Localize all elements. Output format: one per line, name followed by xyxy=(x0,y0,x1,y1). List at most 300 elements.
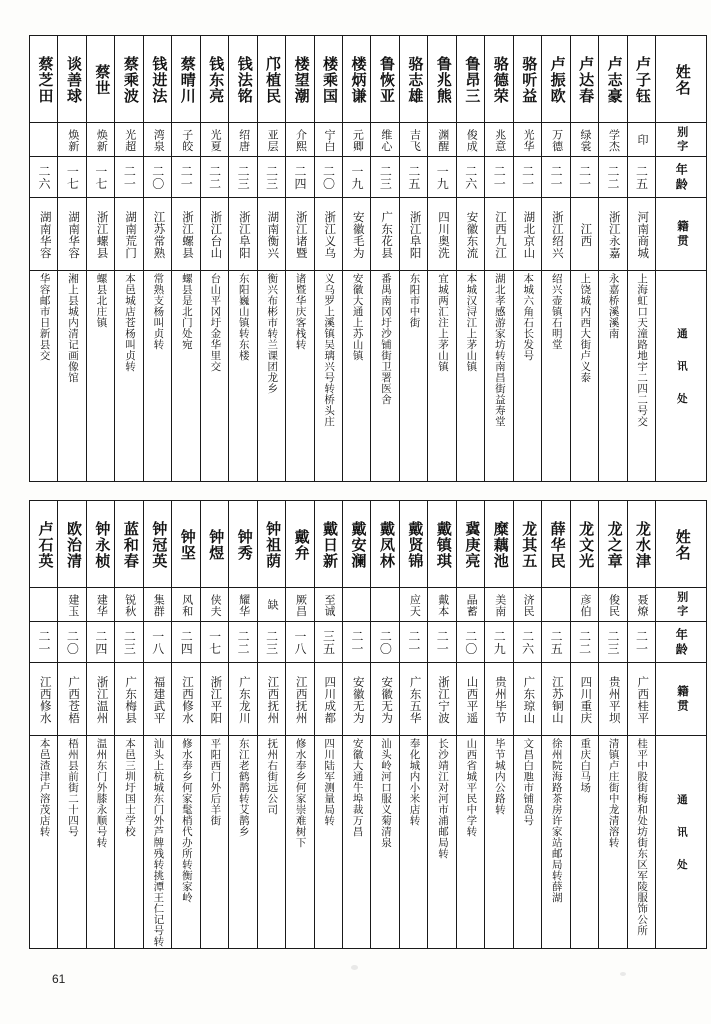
list-item xyxy=(115,736,143,949)
list-item xyxy=(30,736,58,949)
list-item xyxy=(143,36,171,123)
cell-value-origin: 湖南衡兴 xyxy=(266,210,279,259)
cell-value-alias: 兆意 xyxy=(493,128,506,152)
list-item xyxy=(399,271,427,482)
cell-value-name: 卢石英 xyxy=(36,520,53,569)
cell-value-name: 糜藕池 xyxy=(491,520,508,569)
cell-value-address: 上饶城内西大街卢义泰 xyxy=(579,273,591,383)
register-table-lower xyxy=(29,500,707,949)
cell-value-age: 二四 xyxy=(93,630,108,655)
cell-value-age: 二一 xyxy=(122,165,137,190)
list-item xyxy=(485,622,513,663)
list-item xyxy=(342,736,370,949)
list-item xyxy=(570,622,598,663)
list-item xyxy=(115,157,143,198)
column-header-name xyxy=(655,36,706,123)
column-header-label: 年龄 xyxy=(674,162,689,193)
cell-value-alias: 缺 xyxy=(266,599,279,611)
list-item xyxy=(371,123,399,157)
table-row xyxy=(30,36,707,123)
cell-value-age: 二一 xyxy=(634,630,649,655)
cell-value-alias: 至诚 xyxy=(322,593,335,617)
list-item xyxy=(428,501,456,588)
list-item xyxy=(428,36,456,123)
cell-value-alias: 焕新 xyxy=(95,128,108,152)
cell-value-address: 修水奉乡何家髦梢代办所转衡家岭 xyxy=(180,738,192,903)
list-item xyxy=(485,588,513,622)
list-item xyxy=(513,36,541,123)
cell-value-alias: 万德 xyxy=(550,128,563,152)
list-item xyxy=(456,588,484,622)
list-item xyxy=(428,271,456,482)
list-item xyxy=(485,663,513,736)
list-item xyxy=(428,157,456,198)
list-item xyxy=(570,736,598,949)
cell-value-age: 一七 xyxy=(93,165,108,190)
list-item xyxy=(115,271,143,482)
list-item xyxy=(428,736,456,949)
list-item xyxy=(115,588,143,622)
list-item xyxy=(86,271,114,482)
list-item xyxy=(200,736,228,949)
cell-value-name: 鲁恢亚 xyxy=(377,55,394,104)
list-item xyxy=(342,663,370,736)
list-item xyxy=(257,198,285,271)
list-item xyxy=(257,622,285,663)
list-item xyxy=(257,663,285,736)
list-item xyxy=(200,663,228,736)
list-item xyxy=(428,198,456,271)
column-header-origin xyxy=(655,663,706,736)
cell-value-origin: 湖南华容 xyxy=(38,210,51,259)
list-item xyxy=(485,198,513,271)
list-item xyxy=(229,271,257,482)
cell-value-origin: 广东梅县 xyxy=(124,675,137,724)
list-item xyxy=(428,663,456,736)
list-item xyxy=(456,198,484,271)
cell-value-name: 鲁兆熊 xyxy=(434,55,451,104)
list-item xyxy=(542,157,570,198)
list-item xyxy=(30,123,58,157)
cell-value-origin: 福建武平 xyxy=(152,675,165,724)
list-item xyxy=(200,157,228,198)
cell-value-alias: 学杰 xyxy=(607,128,620,152)
list-item xyxy=(428,622,456,663)
cell-value-address: 本邑渣津卢溶茂店转 xyxy=(38,738,50,837)
cell-value-address: 上海虹口天潼路地宇二四二号交 xyxy=(636,273,648,427)
cell-value-age: 二一 xyxy=(549,165,564,190)
list-item xyxy=(542,663,570,736)
list-item xyxy=(570,123,598,157)
list-item xyxy=(86,36,114,123)
list-item xyxy=(371,36,399,123)
cell-value-address: 东江老鹤鹊转艾鹊乡 xyxy=(237,738,249,837)
list-item xyxy=(286,271,314,482)
cell-value-age: 二六 xyxy=(520,630,535,655)
cell-value-age: 二五 xyxy=(406,165,421,190)
list-item xyxy=(257,588,285,622)
list-item xyxy=(513,501,541,588)
list-item xyxy=(229,198,257,271)
list-item xyxy=(456,736,484,949)
cell-value-origin: 江苏常熟 xyxy=(152,210,165,259)
list-item xyxy=(542,501,570,588)
list-item xyxy=(257,271,285,482)
list-item xyxy=(570,36,598,123)
list-item xyxy=(570,271,598,482)
cell-value-origin: 浙江螺县 xyxy=(95,210,108,259)
cell-value-address: 诸暨华庆客栈转 xyxy=(294,273,306,350)
list-item xyxy=(86,157,114,198)
cell-value-address: 平阳西门外后羊街 xyxy=(209,738,221,826)
cell-value-age: 二九 xyxy=(492,630,507,655)
list-item xyxy=(172,123,200,157)
cell-value-age: 一八 xyxy=(150,630,165,655)
list-item xyxy=(314,736,342,949)
cell-value-age: 二四 xyxy=(179,630,194,655)
list-item xyxy=(172,622,200,663)
cell-value-alias: 宁白 xyxy=(322,128,335,152)
cell-value-age: 二二 xyxy=(207,165,222,190)
list-item xyxy=(542,736,570,949)
cell-value-alias: 济民 xyxy=(522,593,535,617)
cell-value-origin: 贵州平坝 xyxy=(607,675,620,724)
cell-value-address: 螺县是北门处宛 xyxy=(180,273,192,350)
column-header-label: 籍贯 xyxy=(675,685,688,714)
page-number: 61 xyxy=(52,972,66,986)
list-item xyxy=(399,588,427,622)
cell-value-origin: 广西桂平 xyxy=(636,675,649,724)
cell-value-name: 卢振欧 xyxy=(548,55,565,104)
list-item xyxy=(200,36,228,123)
list-item xyxy=(542,588,570,622)
list-item xyxy=(172,501,200,588)
list-item xyxy=(399,198,427,271)
list-item xyxy=(58,198,86,271)
list-item xyxy=(314,588,342,622)
column-header-label: 别字 xyxy=(675,591,688,619)
table-row xyxy=(30,501,707,588)
cell-value-alias: 聂燎 xyxy=(635,593,648,617)
list-item xyxy=(599,271,627,482)
list-item xyxy=(627,622,655,663)
list-item xyxy=(58,271,86,482)
list-item xyxy=(513,736,541,949)
cell-value-name: 蔡芝田 xyxy=(36,55,53,104)
list-item xyxy=(342,157,370,198)
list-item xyxy=(599,501,627,588)
cell-value-address: 汕头上杭城东门外芦牌残转挑潭王仁记号转 xyxy=(152,738,164,947)
list-item xyxy=(58,36,86,123)
cell-value-age: 二三 xyxy=(236,165,251,190)
list-item xyxy=(286,622,314,663)
list-item xyxy=(399,622,427,663)
column-header-label: 别字 xyxy=(675,126,688,154)
list-item xyxy=(371,271,399,482)
list-item xyxy=(485,36,513,123)
list-item xyxy=(485,736,513,949)
cell-value-alias: 绿裳 xyxy=(579,128,592,152)
list-item xyxy=(200,622,228,663)
cell-value-address: 本城六角石长发号 xyxy=(522,273,534,361)
list-item xyxy=(115,501,143,588)
cell-value-age: 二〇 xyxy=(378,630,393,655)
list-item xyxy=(86,622,114,663)
cell-value-name: 钱东亮 xyxy=(207,55,224,104)
cell-value-name: 卢达春 xyxy=(577,55,594,104)
list-item xyxy=(428,588,456,622)
cell-value-name: 蔡世 xyxy=(93,63,110,96)
cell-value-alias: 侠夫 xyxy=(209,593,222,617)
list-item xyxy=(30,271,58,482)
list-item xyxy=(172,198,200,271)
list-item xyxy=(58,588,86,622)
cell-value-name: 钟煜 xyxy=(207,528,224,561)
cell-value-age: 二〇 xyxy=(65,630,80,655)
list-item xyxy=(599,736,627,949)
list-item xyxy=(542,198,570,271)
cell-value-origin: 四川成都 xyxy=(323,675,336,724)
list-item xyxy=(229,588,257,622)
list-item xyxy=(286,123,314,157)
cell-value-age: 二一 xyxy=(406,630,421,655)
cell-value-name: 楼望潮 xyxy=(292,55,309,104)
cell-value-name: 钟坚 xyxy=(178,528,195,561)
list-item xyxy=(143,622,171,663)
column-header-age xyxy=(655,622,706,663)
list-item xyxy=(286,501,314,588)
cell-value-alias: 光华 xyxy=(522,128,535,152)
list-item xyxy=(30,501,58,588)
list-item xyxy=(314,622,342,663)
list-item xyxy=(30,36,58,123)
cell-value-origin: 湖北京山 xyxy=(522,210,535,259)
cell-value-origin: 安徽无为 xyxy=(380,675,393,724)
list-item xyxy=(58,157,86,198)
list-item xyxy=(399,123,427,157)
list-item xyxy=(627,588,655,622)
cell-value-address: 修水奉乡何家崇难树下 xyxy=(294,738,306,848)
list-item xyxy=(399,501,427,588)
cell-value-name: 钱进法 xyxy=(150,55,167,104)
cell-value-age: 二三 xyxy=(264,630,279,655)
list-item xyxy=(172,36,200,123)
list-item xyxy=(257,736,285,949)
cell-value-origin: 浙江义乌 xyxy=(323,210,336,259)
cell-value-alias: 渊醒 xyxy=(436,128,449,152)
list-item xyxy=(86,663,114,736)
cell-value-name: 楼乘国 xyxy=(321,55,338,104)
cell-value-address: 山西省城平民中学转 xyxy=(465,738,477,837)
cell-value-alias: 子皎 xyxy=(180,128,193,152)
list-item xyxy=(399,736,427,949)
list-item xyxy=(115,123,143,157)
cell-value-origin: 浙江阜阳 xyxy=(237,210,250,259)
list-item xyxy=(286,663,314,736)
list-item xyxy=(143,736,171,949)
list-item xyxy=(513,198,541,271)
list-item xyxy=(513,622,541,663)
column-header-label: 通讯处 xyxy=(675,793,687,892)
cell-value-address: 汕头岭河口服义菊清泉 xyxy=(380,738,392,848)
cell-value-age: 二一 xyxy=(179,165,194,190)
cell-value-alias: 湾泉 xyxy=(152,128,165,152)
list-item xyxy=(314,501,342,588)
cell-value-alias: 美南 xyxy=(493,593,506,617)
list-item xyxy=(542,622,570,663)
list-item xyxy=(542,271,570,482)
list-item xyxy=(342,588,370,622)
cell-value-address: 本邑三圳圩国士学校 xyxy=(123,738,135,837)
cell-value-age: 二一 xyxy=(492,165,507,190)
list-item xyxy=(456,123,484,157)
cell-value-address: 梧州县前街二十四号 xyxy=(67,738,79,837)
list-item xyxy=(58,736,86,949)
cell-value-address: 义乌罗上溪镇吴璃兴号转桥头庄 xyxy=(323,273,335,427)
cell-value-origin: 广东五华 xyxy=(408,675,421,724)
list-item xyxy=(172,271,200,482)
cell-value-name: 邝植民 xyxy=(264,55,281,104)
list-item xyxy=(86,588,114,622)
scan-speck xyxy=(620,972,626,976)
cell-value-name: 谈善球 xyxy=(64,55,81,104)
cell-value-address: 清镇卢庄街中龙清溶转 xyxy=(607,738,619,848)
cell-value-address: 长沙靖江对河市浦邮局转 xyxy=(436,738,448,859)
list-item xyxy=(627,123,655,157)
cell-value-age: 一七 xyxy=(65,165,80,190)
cell-value-age: 二六 xyxy=(36,165,51,190)
list-item xyxy=(58,663,86,736)
cell-value-origin: 江西抚州 xyxy=(266,675,279,724)
list-item xyxy=(229,123,257,157)
list-item xyxy=(371,588,399,622)
list-item xyxy=(627,36,655,123)
list-item xyxy=(314,36,342,123)
cell-value-alias: 戴本 xyxy=(436,593,449,617)
table-row xyxy=(30,271,707,482)
cell-value-name: 蔡晴川 xyxy=(178,55,195,104)
list-item xyxy=(286,36,314,123)
table-row xyxy=(30,622,707,663)
list-item xyxy=(485,157,513,198)
cell-value-age: 二五 xyxy=(634,165,649,190)
cell-value-origin: 湖南荒门 xyxy=(124,210,137,259)
cell-value-age: 二一 xyxy=(435,630,450,655)
list-item xyxy=(200,123,228,157)
scan-speck xyxy=(351,965,358,970)
cell-value-address: 安徽大通牛埠裁万昌 xyxy=(351,738,363,837)
list-item xyxy=(229,622,257,663)
list-item xyxy=(456,271,484,482)
cell-value-address: 湘上县城内清记画像馆 xyxy=(67,273,79,383)
list-item xyxy=(143,663,171,736)
cell-value-address: 东阳市中街 xyxy=(408,273,420,328)
cell-value-alias: 俊成 xyxy=(465,128,478,152)
cell-value-age: 二一 xyxy=(36,630,51,655)
list-item xyxy=(542,36,570,123)
list-item xyxy=(229,36,257,123)
cell-value-origin: 浙江螺县 xyxy=(180,210,193,259)
list-item xyxy=(456,36,484,123)
list-item xyxy=(342,198,370,271)
list-item xyxy=(200,198,228,271)
cell-value-address: 文昌白虺市铺岛号 xyxy=(522,738,534,826)
list-item xyxy=(399,36,427,123)
list-item xyxy=(172,736,200,949)
cell-value-origin: 安徽无为 xyxy=(351,675,364,724)
cell-value-name: 薛华民 xyxy=(548,520,565,569)
list-item xyxy=(627,501,655,588)
cell-value-age: 二一 xyxy=(520,165,535,190)
list-item xyxy=(86,736,114,949)
list-item xyxy=(143,198,171,271)
list-item xyxy=(513,663,541,736)
list-item xyxy=(58,123,86,157)
cell-value-age: 二三 xyxy=(122,630,137,655)
cell-value-name: 冀庚亮 xyxy=(463,520,480,569)
cell-value-name: 欧治清 xyxy=(64,520,81,569)
cell-value-name: 鲁昂三 xyxy=(463,55,480,104)
cell-value-address: 徐州院海路茶房许家站邮局转薛湖 xyxy=(550,738,562,903)
cell-value-address: 重庆白马场 xyxy=(579,738,591,793)
list-item xyxy=(485,501,513,588)
list-item xyxy=(58,501,86,588)
list-item xyxy=(456,622,484,663)
list-item xyxy=(485,123,513,157)
cell-value-address: 常熟支杨叫贞转 xyxy=(152,273,164,350)
cell-value-origin: 河南商城 xyxy=(636,210,649,259)
list-item xyxy=(513,123,541,157)
cell-value-alias: 晶蓄 xyxy=(465,593,478,617)
table-row xyxy=(30,157,707,198)
list-item xyxy=(599,663,627,736)
column-header-label: 籍贯 xyxy=(675,220,688,249)
cell-value-alias: 绍唐 xyxy=(237,128,250,152)
list-item xyxy=(229,157,257,198)
list-item xyxy=(286,736,314,949)
list-item xyxy=(143,271,171,482)
list-item xyxy=(599,198,627,271)
cell-value-alias: 俊民 xyxy=(607,593,620,617)
cell-value-origin: 四川重庆 xyxy=(579,675,592,724)
list-item xyxy=(570,157,598,198)
list-item xyxy=(342,271,370,482)
cell-value-alias: 维心 xyxy=(379,128,392,152)
cell-value-alias: 锐秋 xyxy=(123,593,136,617)
list-item xyxy=(399,157,427,198)
list-item xyxy=(599,123,627,157)
list-item xyxy=(570,501,598,588)
list-item xyxy=(399,663,427,736)
cell-value-age: 一九 xyxy=(349,165,364,190)
list-item xyxy=(627,198,655,271)
list-item xyxy=(200,588,228,622)
cell-value-address: 永嘉桥溪溪南 xyxy=(607,273,619,339)
cell-value-origin: 江西修水 xyxy=(38,675,51,724)
cell-value-address: 台山平冈圩金华里交 xyxy=(209,273,221,372)
cell-value-name: 卢志豪 xyxy=(605,55,622,104)
cell-value-alias: 集群 xyxy=(152,593,165,617)
list-item xyxy=(314,198,342,271)
cell-value-origin: 江西抚州 xyxy=(294,675,307,724)
cell-value-alias: 光夏 xyxy=(209,128,222,152)
cell-value-alias: 耀华 xyxy=(237,593,250,617)
list-item xyxy=(627,271,655,482)
list-item xyxy=(314,157,342,198)
cell-value-age: 二五 xyxy=(549,630,564,655)
table-row xyxy=(30,123,707,157)
list-item xyxy=(143,123,171,157)
